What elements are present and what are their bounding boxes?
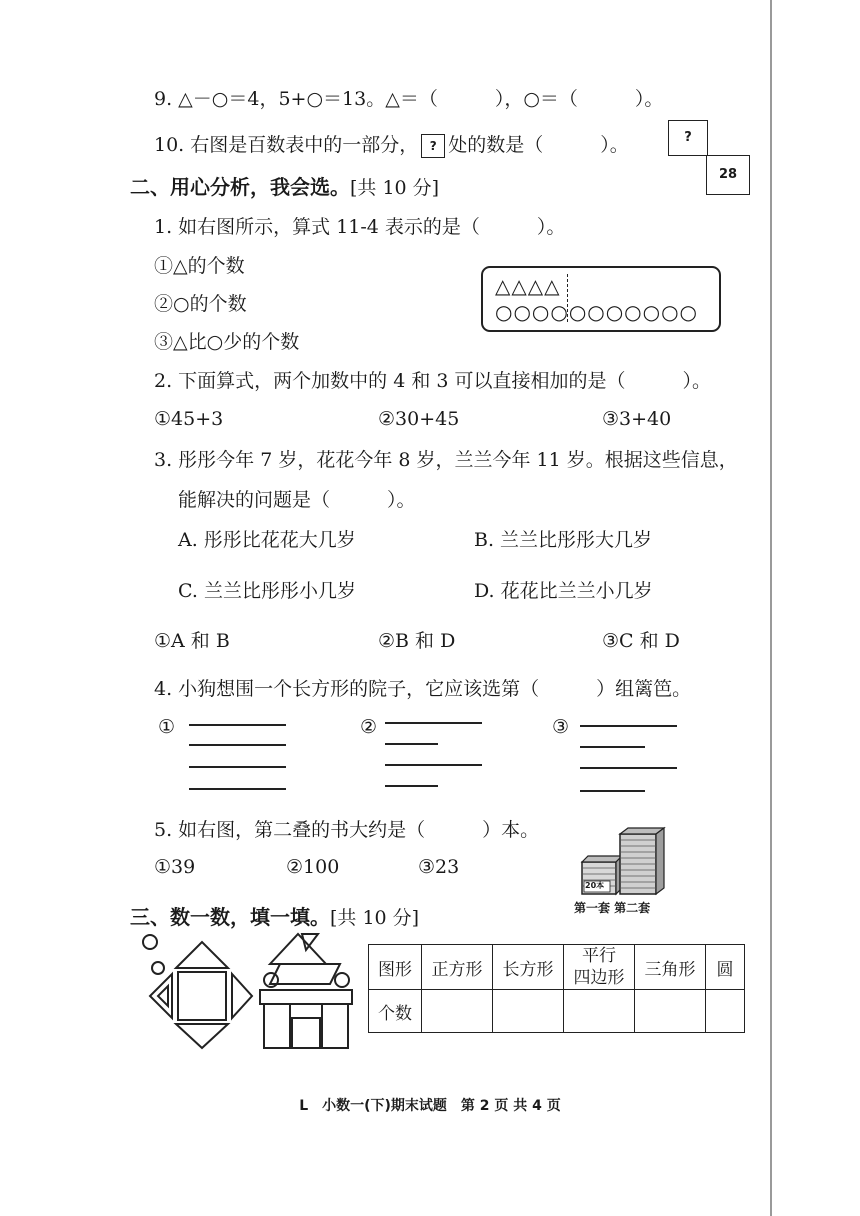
fence-1d	[189, 788, 286, 790]
fence-3b	[580, 746, 645, 748]
section-2-heading	[130, 174, 439, 201]
table-header-cell: 图形	[369, 945, 422, 990]
mc3-question: 3. 彤彤今年 7 岁，花花今年 8 岁，兰兰今年 11 岁。根据这些信息，	[154, 449, 738, 471]
fence-2d	[385, 785, 438, 787]
circle-row-left: ○○○○	[495, 300, 569, 324]
mc1-option-1: ①△的个数	[154, 255, 245, 277]
circle-shape	[143, 935, 157, 949]
mc5-option-2: ②100	[286, 856, 340, 878]
mc5-option-1: ①39	[154, 856, 196, 878]
triangle-shape	[176, 942, 228, 968]
section-2-title: 二、用心分析，我会选。	[130, 175, 350, 199]
triangle-shape	[232, 974, 252, 1018]
triangle-shape	[176, 1024, 228, 1048]
mc3-option-3: ③C 和 D	[602, 630, 680, 652]
fence-1a	[189, 724, 286, 726]
answer-cell-circle[interactable]	[706, 990, 745, 1033]
section-3-title: 三、数一数，填一填。	[130, 905, 330, 929]
answer-cell-square[interactable]	[422, 990, 493, 1033]
diamond-shape	[158, 986, 168, 1006]
triangle-shape	[270, 934, 326, 964]
rectangle-shape	[260, 990, 352, 1004]
mc3-option-2: ②B 和 D	[378, 630, 456, 652]
fence-group-1-label: ①	[158, 716, 176, 738]
question-10-tail: 处的数是（ ）。	[448, 134, 629, 156]
stack-label: 20本	[585, 881, 605, 890]
table-header-cell: 三角形	[635, 945, 706, 990]
fence-3c	[580, 767, 677, 769]
page-edge	[770, 0, 772, 1216]
section-2-score: [共 10 分]	[350, 177, 440, 199]
fence-1b	[189, 744, 286, 746]
triangle-row: △△△△	[495, 274, 561, 298]
mc4-question: 4. 小狗想围一个长方形的院子，它应该选第（ ）组篱笆。	[154, 678, 692, 700]
mc3-choice-c: C. 兰兰比彤彤小几岁	[178, 580, 356, 602]
square-shape	[292, 1018, 320, 1048]
answer-cell-rectangle[interactable]	[493, 990, 564, 1033]
fence-2a	[385, 722, 482, 724]
circle-shape	[335, 973, 349, 987]
fence-group-2-label: ②	[360, 716, 378, 738]
mc2-question: 2. 下面算式，两个加数中的 4 和 3 可以直接相加的是（ ）。	[154, 370, 712, 392]
shape-compare-box	[481, 266, 721, 332]
table-row-label: 个数	[369, 990, 422, 1033]
table-header-cell: 平行 四边形	[564, 945, 635, 990]
question-10	[154, 132, 629, 158]
mc1-option-3: ③△比○少的个数	[154, 331, 300, 353]
table-header-row	[369, 945, 745, 990]
question-9: 9. △－○＝4，5+○＝13。△＝（ ），○＝（ ）。	[154, 88, 664, 110]
mc3-choice-d: D. 花花比兰兰小几岁	[474, 580, 653, 602]
mc1-option-2: ②○的个数	[154, 293, 247, 315]
circle-row	[495, 300, 698, 324]
mc2-option-3: ③3+40	[602, 408, 672, 430]
circle-row-right: ○○○○○○○	[568, 300, 698, 324]
table-header-cell: 正方形	[422, 945, 493, 990]
page-footer: L 小数一(下)期末试题 第 2 页 共 4 页	[299, 1098, 561, 1114]
unknown-box: ?	[421, 134, 445, 158]
mc2-option-2: ②30+45	[378, 408, 460, 430]
circle-shape	[152, 962, 164, 974]
dashed-divider	[567, 274, 568, 322]
mc3-choice-a: A. 彤彤比花花大几岁	[178, 529, 356, 551]
fence-2b	[385, 743, 438, 745]
answer-cell-triangle[interactable]	[635, 990, 706, 1033]
parallelogram-shape	[270, 964, 340, 984]
hundred-grid-cell-28: 28	[706, 155, 750, 195]
fence-2c	[385, 764, 482, 766]
fence-3d	[580, 790, 645, 792]
mc5-option-3: ③23	[418, 856, 460, 878]
rectangle-shape	[322, 1004, 348, 1048]
rectangle-shape	[264, 1004, 290, 1048]
hundred-grid-unknown-cell: ?	[668, 120, 708, 156]
book-stacks-caption: 第一套 第二套	[574, 901, 651, 915]
shape-figures	[140, 932, 360, 1052]
shape-count-table	[368, 944, 745, 1033]
fence-group-3-label: ③	[552, 716, 570, 738]
mc3-question-cont: 能解决的问题是（ ）。	[178, 489, 416, 511]
section-3-score: [共 10 分]	[330, 907, 420, 929]
fence-3a	[580, 725, 677, 727]
mc1-question: 1. 如右图所示，算式 11-4 表示的是（ ）。	[154, 216, 566, 238]
mc5-question: 5. 如右图，第二叠的书大约是（ ）本。	[154, 819, 540, 841]
mc3-choice-b: B. 兰兰比彤彤大几岁	[474, 529, 653, 551]
table-header-cell: 圆	[706, 945, 745, 990]
mc2-option-1: ①45+3	[154, 408, 224, 430]
question-10-text: 10. 右图是百数表中的一部分，	[154, 134, 419, 156]
square-shape	[178, 972, 226, 1020]
table-header-cell: 长方形	[493, 945, 564, 990]
answer-cell-parallelogram[interactable]	[564, 990, 635, 1033]
fence-1c	[189, 766, 286, 768]
mc3-option-1: ①A 和 B	[154, 630, 230, 652]
table-row	[369, 990, 745, 1033]
section-3-heading	[130, 904, 419, 931]
